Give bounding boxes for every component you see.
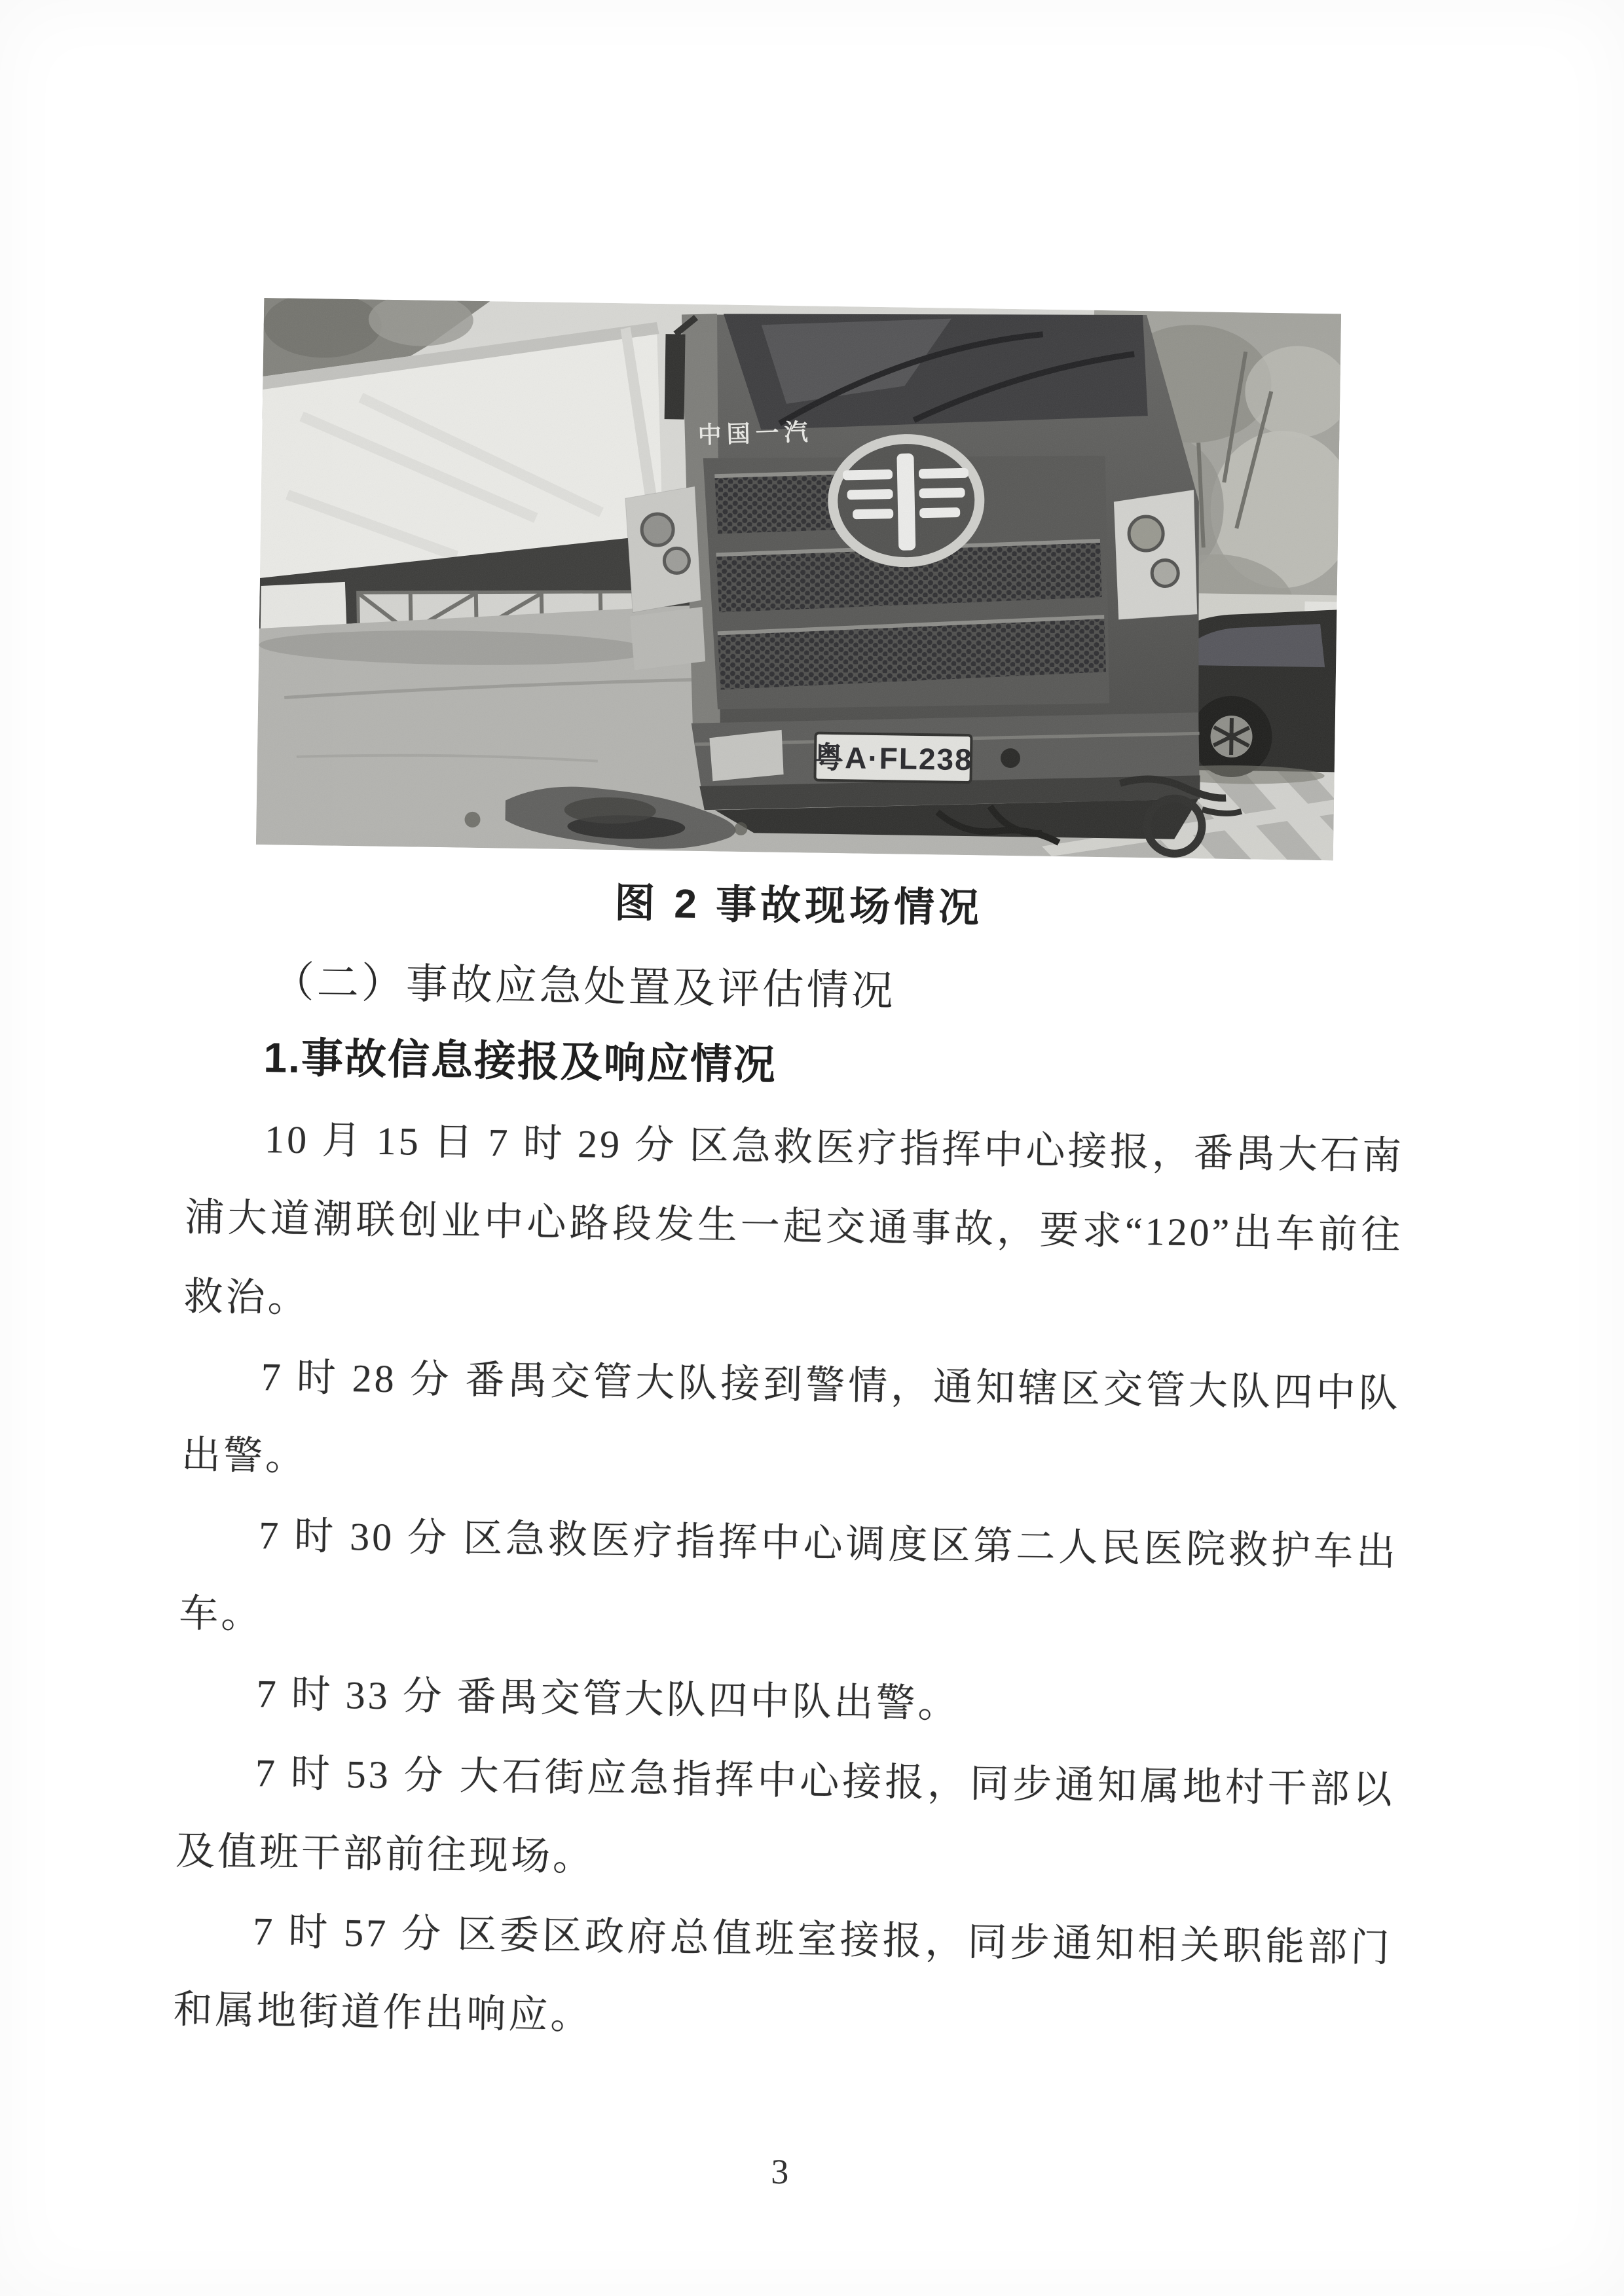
body-paragraph: 10 月 15 日 7 时 29 分 区急救医疗指挥中心接报，番禺大石南浦大道潮联创业中心路段发生一起交通事故，要求“120”出车前往救治。 — [183, 1118, 1405, 1321]
body-paragraph: 7 时 33 分 番禺交管大队四中队出警。 — [256, 1672, 961, 1726]
body-paragraph: 7 时 53 分 大石街应急指挥中心接报，同步通知属地村干部以及值班干部前往现场。 — [175, 1751, 1395, 1879]
license-plate-text: 粤A·FL238 — [813, 740, 974, 777]
accident-scene-illustration — [256, 298, 1341, 860]
section-heading: （二）事故应急处置及评估情况 — [272, 958, 896, 1015]
accident-scene-photo — [256, 298, 1341, 860]
subsection-heading: 1.事故信息接报及响应情况 — [263, 1034, 777, 1089]
body-paragraph: 7 时 57 分 区委区政府总值班室接报，同步通知相关职能部门和属地街道作出响应。 — [173, 1910, 1393, 2037]
body-paragraph: 7 时 30 分 区急救医疗指挥中心调度区第二人民医院救护车出车。 — [178, 1514, 1399, 1637]
figure-caption: 图 2 事故现场情况 — [614, 881, 984, 932]
paragraphs-container — [173, 1099, 1405, 2067]
truck-badge-text: 中国一汽 — [697, 418, 814, 448]
page-number: 3 — [770, 2151, 789, 2192]
photo-grain — [256, 298, 1341, 860]
body-paragraph: 7 时 28 分 番禺交管大队接到警情，通知辖区交管大队四中队出警。 — [181, 1355, 1401, 1479]
